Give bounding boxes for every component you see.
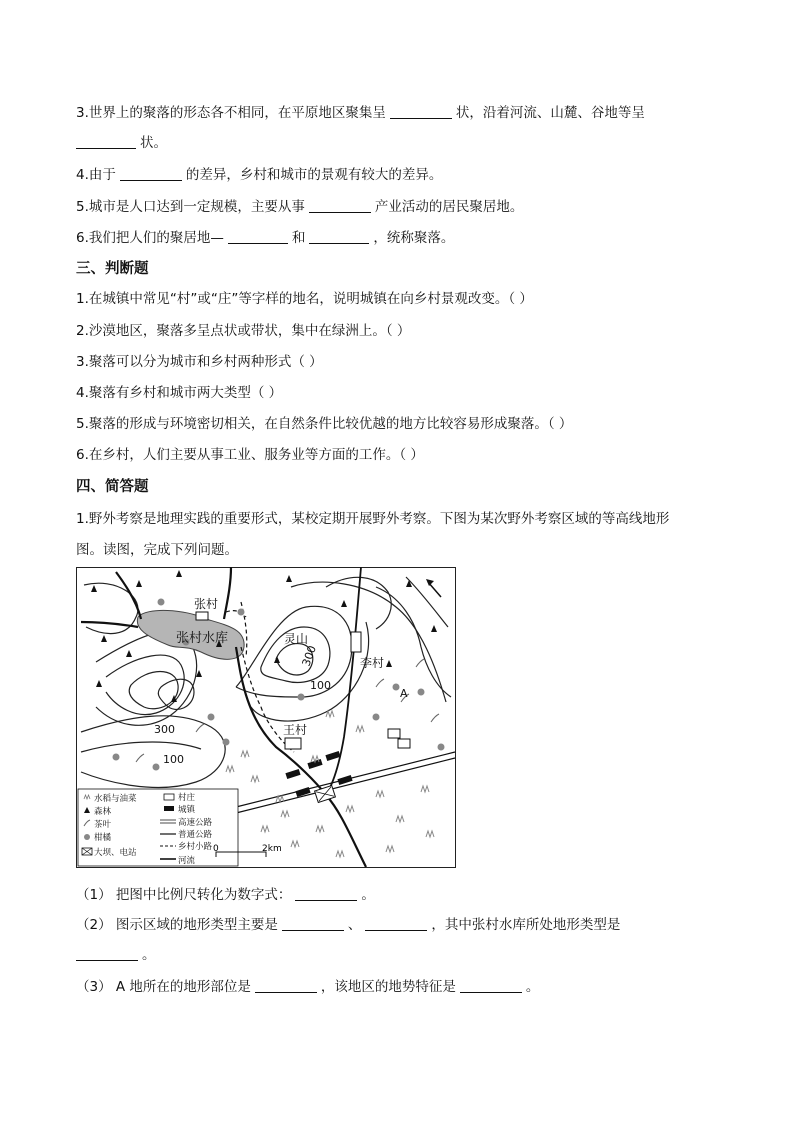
legend-path: 乡村小路: [178, 842, 213, 852]
fill-q3-line2: [76, 134, 167, 152]
answer-blank[interactable]: [282, 916, 344, 931]
legend-river: 河流: [178, 856, 196, 866]
legend-tea: 茶叶: [94, 820, 112, 830]
short-q3-text: ，该地区的地势特征是: [320, 979, 456, 995]
answer-blank[interactable]: [228, 229, 288, 244]
short-q2-line2: [76, 946, 156, 964]
short-q3-text: （3） A 地所在的地形部位是: [76, 979, 251, 995]
legend-expressway: 高速公路: [178, 818, 213, 828]
contour-map-figure: [76, 567, 456, 868]
section-judge-title: 三、判断题: [76, 261, 149, 277]
short-q2-text: 、: [347, 917, 362, 933]
answer-blank[interactable]: [295, 886, 357, 901]
answer-blank[interactable]: [76, 134, 136, 149]
answer-blank[interactable]: [309, 229, 369, 244]
fill-q3-text: 状。: [140, 135, 167, 151]
label-wangcun: 王村: [283, 723, 308, 737]
short-intro: 图。读图，完成下列问题。: [76, 542, 238, 558]
scale-zero: 0: [213, 844, 219, 854]
judge-item: 1.在城镇中常见“村”或“庄”等字样的地名，说明城镇在向乡村景观改变。（ ）: [76, 291, 533, 307]
label-lingshan: 灵山: [284, 632, 309, 646]
fill-q6-line: [76, 229, 454, 247]
fill-q5-text: 5.城市是人口达到一定规模，主要从事: [76, 199, 305, 215]
answer-blank[interactable]: [120, 166, 182, 181]
short-q3-line: [76, 978, 539, 996]
short-q1-text: （1） 把图中比例尺转化为数字式：: [76, 887, 292, 903]
fill-q6-text: ，统称聚落。: [373, 230, 455, 246]
short-q1-line: [76, 886, 375, 904]
legend-village: 村庄: [178, 793, 196, 803]
answer-blank[interactable]: [255, 978, 317, 993]
label-reservoir: 张村水库: [176, 631, 229, 646]
contour-label-100: 100: [310, 679, 331, 692]
fill-q3-text: 状，沿着河流、山麓、谷地等呈: [455, 105, 645, 121]
map-legend: [78, 789, 238, 866]
fill-q4-text: 的差异，乡村和城市的景观有较大的差异。: [185, 167, 443, 183]
judge-item: 4.聚落有乡村和城市两大类型（ ）: [76, 385, 283, 401]
short-q2-line1: [76, 916, 620, 934]
contour-label-300: 300: [299, 643, 320, 669]
answer-blank[interactable]: [460, 978, 522, 993]
fill-q6-text: 6.我们把人们的聚居地—: [76, 230, 224, 246]
answer-blank[interactable]: [365, 916, 427, 931]
label-point-a: A: [400, 687, 408, 700]
legend-citrus: 柑橘: [94, 833, 112, 843]
fill-q5-line: [76, 198, 523, 216]
judge-item: 3.聚落可以分为城市和乡村两种形式（ ）: [76, 354, 323, 370]
legend-dam: 大坝、电站: [94, 848, 137, 858]
legend-forest: 森林: [94, 807, 112, 817]
fill-q4-line: [76, 166, 442, 184]
contour-label-300: 300: [154, 723, 175, 736]
legend-road: 普通公路: [178, 830, 213, 840]
short-q3-text: 。: [525, 979, 540, 995]
short-q2-text: ，其中张村水库所处地形类型是: [431, 917, 621, 933]
legend-rice: 水稻与油菜: [94, 794, 137, 804]
label-zhangcun: 张村: [194, 597, 219, 611]
fill-q3-text: 3.世界上的聚落的形态各不相同，在平原地区聚集呈: [76, 105, 386, 121]
fill-q4-text: 4.由于: [76, 167, 116, 183]
short-q1-text: 。: [361, 887, 375, 903]
short-q2-text: （2） 图示区域的地形类型主要是: [76, 917, 278, 933]
judge-item: 5.聚落的形成与环境密切相关，在自然条件比较优越的地方比较容易形成聚落。（ ）: [76, 416, 573, 432]
judge-item: 2.沙漠地区，聚落多呈点状或带状，集中在绿洲上。（ ）: [76, 323, 411, 339]
label-licun: 李村: [360, 656, 385, 670]
section-short-title: 四、简答题: [76, 479, 149, 495]
short-q2-text: 。: [142, 947, 156, 963]
short-intro: 1.野外考察是地理实践的重要形式，某校定期开展野外考察。下图为某次野外考察区域的等高线地形: [76, 511, 670, 527]
scale-end: 2km: [262, 844, 282, 854]
answer-blank[interactable]: [390, 104, 452, 119]
fill-q5-text: 产业活动的居民聚居地。: [374, 199, 524, 215]
fill-q6-text: 和: [291, 230, 306, 246]
legend-town: 城镇: [178, 805, 196, 815]
judge-item: 6.在乡村，人们主要从事工业、服务业等方面的工作。（ ）: [76, 447, 424, 463]
contour-label-100: 100: [163, 753, 184, 766]
answer-blank[interactable]: [76, 946, 138, 961]
fill-q3-line1: [76, 104, 645, 122]
answer-blank[interactable]: [309, 198, 371, 213]
